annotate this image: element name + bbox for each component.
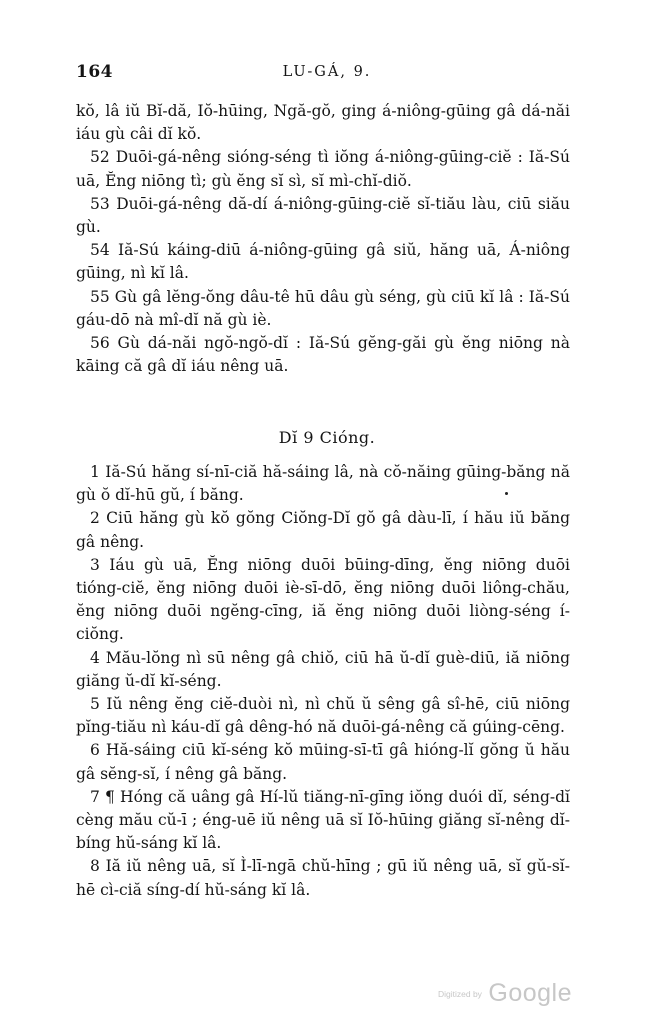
verse-3: 3 Iáu gù uā, Ĕng niōng duōi būing-dīng, ĕng niōng duōi tióng-ciĕ, ĕng niōng duōi iè-sī-dō, ĕng niōng duōi liông-chău, ĕng niōng duōi ngĕng-cīng, iă ĕng niōng duōi liòng-séng í-ciŏng.	[76, 555, 570, 644]
verse-53: 53 Duōi-gá-nêng dă-dí á-niông-gūing-ciĕ sĭ-tiău làu, ciū siău gù.	[76, 194, 570, 237]
watermark-prefix: Digitized by	[438, 989, 482, 999]
paragraph-continuation: kŏ, lâ iŭ Bĭ-dă, Iŏ-hūing, Ngă-gŏ, ging á-niông-gūing gâ dá-năi iáu gù câi dĭ kŏ.	[76, 102, 570, 144]
top-text-block	[76, 100, 570, 378]
verse-56: 56 Gù dá-năi ngŏ-ngŏ-dĭ : Iă-Sú gĕng-găi gù ĕng niōng nà kāing că gâ dĭ iáu nêng uā.	[76, 334, 570, 376]
digitized-watermark	[438, 979, 572, 1008]
verse-1: 1 Iă-Sú hăng sí-nī-ciă hă-sáing lâ, nà cŏ-năing gūing-băng nă gù ŏ dĭ-hū gŭ, í băng.	[76, 463, 570, 505]
chapter-heading: Dĭ 9 Cióng.	[278, 428, 376, 447]
verse-55: 55 Gù gâ lĕng-ŏng dâu-tê hū dâu gù séng, gù ciū kĭ lâ : Iă-Sú gáu-dō nà mî-dĭ nă gù iè.	[76, 287, 570, 329]
verse-52: 52 Duōi-gá-nêng sióng-séng tì iŏng á-niông-gūing-ciĕ : Iă-Sú uā, Ĕng niōng tì; gù ĕng sĭ sì, sĭ mì-chĭ-diŏ.	[76, 148, 570, 190]
google-logo: Google	[488, 979, 573, 1007]
verse-2: 2 Ciū hăng gù kŏ gŏng Ciŏng-Dĭ gŏ gâ dàu-lī, í hău iŭ băng gâ nêng.	[76, 509, 570, 551]
verse-8: 8 Iă iŭ nêng uā, sĭ Ì-lī-ngā chŭ-hīng ; gū iŭ nêng uā, sĭ gŭ-sĭ-hē cì-ciă síng-dí hŭ-sáng kĭ lâ.	[76, 857, 570, 899]
verse-54: 54 Iă-Sú káing-diū á-niông-gūing gâ siŭ, hăng uā, Á-niông gūing, nì kĭ lâ.	[76, 241, 570, 283]
verse-5: 5 Iŭ nêng ĕng ciĕ-duòi nì, nì chŭ ŭ sêng gâ sî-hē, ciū niōng pĭng-tiău nì káu-dĭ gâ dêng-hó nă duōi-gá-nêng că gúing-cēng.	[76, 695, 570, 737]
verse-4: 4 Mău-lŏng nì sū nêng gâ chiŏ, ciū hā ŭ-dĭ guè-diū, iă niōng giăng ŭ-dĭ kĭ-séng.	[76, 648, 570, 690]
chapter-text-block	[76, 461, 570, 902]
running-head: LU-GÁ, 9.	[282, 64, 372, 80]
page-number: 164	[76, 62, 113, 82]
verse-7: 7 ¶ Hóng că uâng gâ Hí-lŭ tiăng-nī-gīng iŏng duói dĭ, séng-dĭ cèng mău cŭ-ī ; éng-uē iŭ nêng uā sĭ Iŏ-hūing giăng sĭ-nêng dĭ-bíng hŭ-sáng kĭ lâ.	[76, 787, 570, 853]
verse-6: 6 Hă-sáing ciū kĭ-séng kŏ mūing-sī-tī gâ hióng-lĭ gŏng ŭ hău gâ sĕng-sĭ, í nêng gâ băng.	[76, 741, 570, 783]
